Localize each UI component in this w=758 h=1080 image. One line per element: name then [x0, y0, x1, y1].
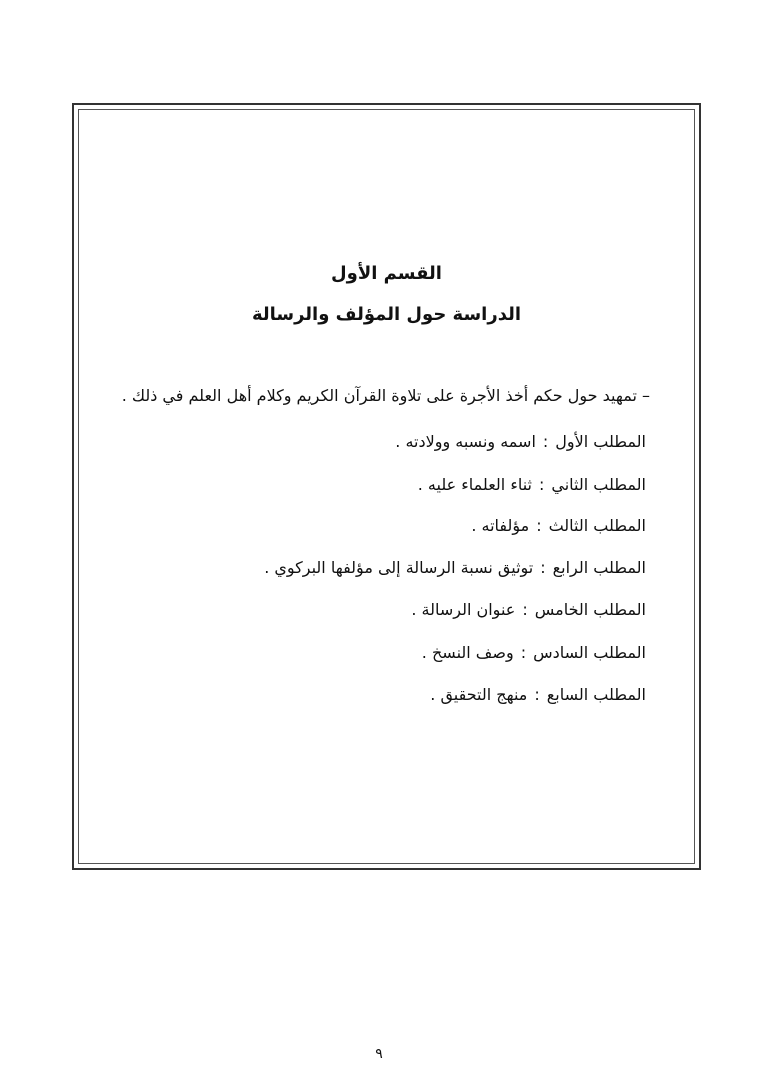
toc-item-1	[395, 432, 646, 451]
intro-line: – تمهيد حول حكم أخذ الأجرة على تلاوة القرآن الكريم وكلام أهل العلم في ذلك .	[121, 386, 650, 405]
toc-item-label: المطلب السادس	[533, 643, 646, 662]
toc-item-text: ثناء العلماء عليه .	[417, 475, 532, 494]
toc-item-text: توثيق نسبة الرسالة إلى مؤلفها البركوي .	[264, 558, 534, 577]
toc-item-5	[411, 600, 646, 619]
toc-item-4	[264, 558, 646, 577]
toc-separator: :	[522, 600, 528, 619]
toc-item-label: المطلب السابع	[546, 685, 646, 704]
toc-item-text: وصف النسخ .	[421, 643, 514, 662]
toc-item-label: المطلب الثاني	[551, 475, 646, 494]
page-border-frame	[72, 103, 701, 870]
toc-item-6	[422, 643, 646, 662]
page-number: ٩	[375, 1046, 383, 1062]
toc-item-text: منهج التحقيق .	[430, 685, 528, 704]
toc-item-3	[471, 516, 646, 535]
toc-separator: :	[536, 516, 542, 535]
toc-separator: :	[540, 558, 546, 577]
section-subtitle: الدراسة حول المؤلف والرسالة	[251, 304, 522, 325]
toc-item-text: اسمه ونسبه وولادته .	[395, 432, 536, 451]
toc-item-label: المطلب الرابع	[552, 558, 646, 577]
toc-separator: :	[520, 643, 527, 662]
page-border-inner	[78, 109, 695, 864]
toc-separator: :	[534, 685, 540, 704]
toc-separator: :	[542, 432, 549, 451]
toc-item-text: عنوان الرسالة .	[411, 600, 516, 619]
toc-item-label: المطلب الثالث	[548, 516, 646, 535]
toc-item-text: مؤلفاته .	[471, 516, 530, 535]
toc-separator: :	[539, 475, 545, 494]
toc-item-2	[418, 475, 646, 494]
toc-item-label: المطلب الأول	[555, 432, 646, 451]
section-title: القسم الأول	[331, 263, 442, 284]
toc-item-label: المطلب الخامس	[534, 600, 646, 619]
toc-item-7	[430, 685, 646, 704]
